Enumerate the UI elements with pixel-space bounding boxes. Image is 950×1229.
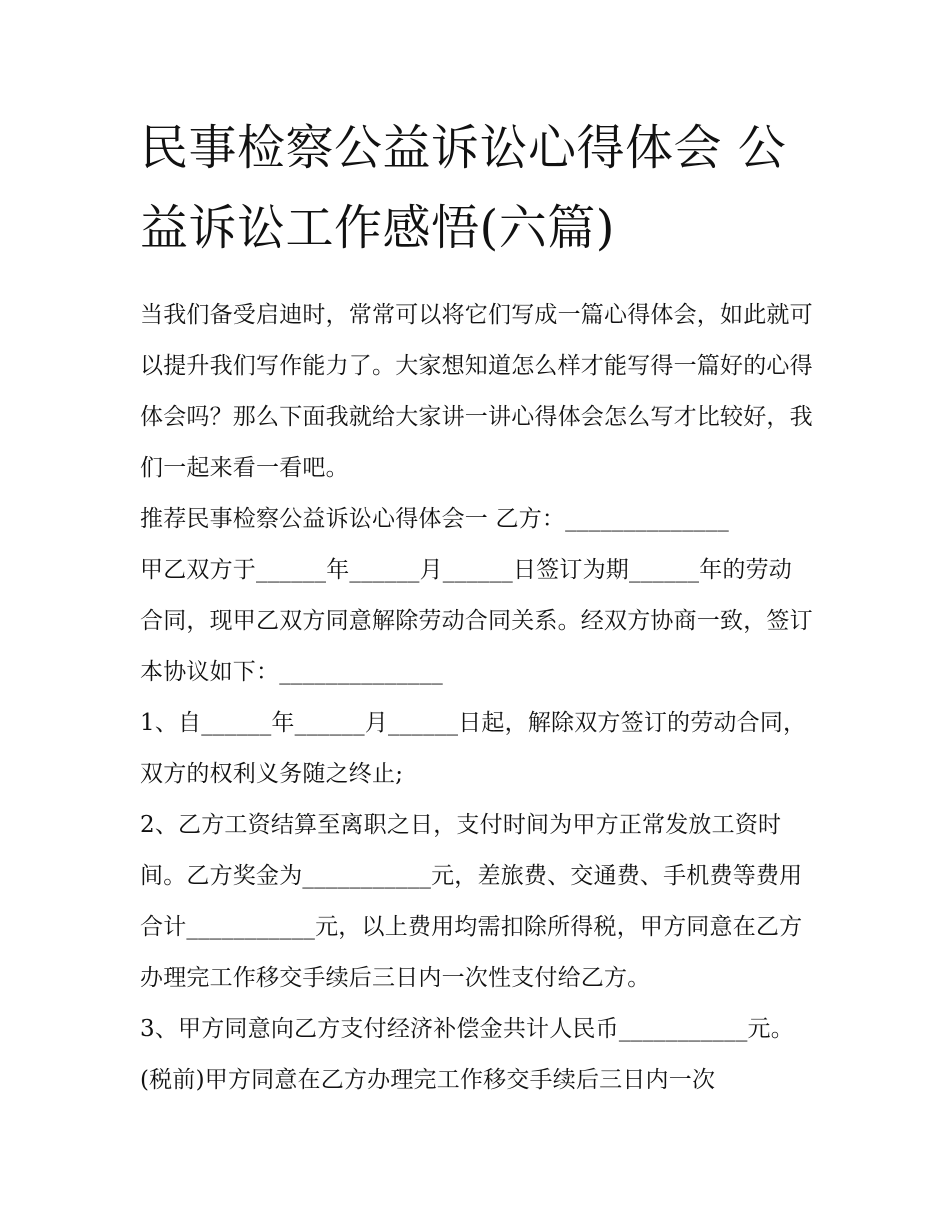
contract-paragraph: 甲乙双方于______年______月______日签订为期______年的劳动合同，现甲乙双方同意解除劳动合同关系。经双方协商一致，签订本协议如下：______________ bbox=[140, 557, 813, 685]
clause-2-paragraph: 2、乙方工资结算至离职之日，支付时间为甲方正常发放工资时间。乙方奖金为___________元，差旅费、交通费、手机费等费用合计___________元，以上费用均需扣除所得税，甲方同意在乙方办理完工作移交手续后三日内一次性支付给乙方。 bbox=[140, 812, 803, 991]
document-page bbox=[140, 108, 815, 1106]
document-title: 民事检察公益诉讼心得体会 公益诉讼工作感悟(六篇) bbox=[140, 120, 787, 256]
section-heading-paragraph: 推荐民事检察公益诉讼心得体会一 乙方：______________ bbox=[140, 506, 729, 532]
intro-paragraph: 当我们备受启迪时，常常可以将它们写成一篇心得体会，如此就可以提升我们写作能力了。大家想知道怎么样才能写得一篇好的心得体会吗？那么下面我就给大家讲一讲心得体会怎么写才比较好，我们一起来看一看吧。 bbox=[140, 302, 813, 481]
clause-3-paragraph: 3、甲方同意向乙方支付经济补偿金共计人民币___________元。(税前)甲方同意在乙方办理完工作移交手续后三日内一次 bbox=[140, 1016, 794, 1093]
document-body bbox=[140, 290, 815, 1106]
clause-1-paragraph: 1、自______年______月______日起，解除双方签订的劳动合同，双方的权利义务随之终止; bbox=[140, 710, 807, 787]
